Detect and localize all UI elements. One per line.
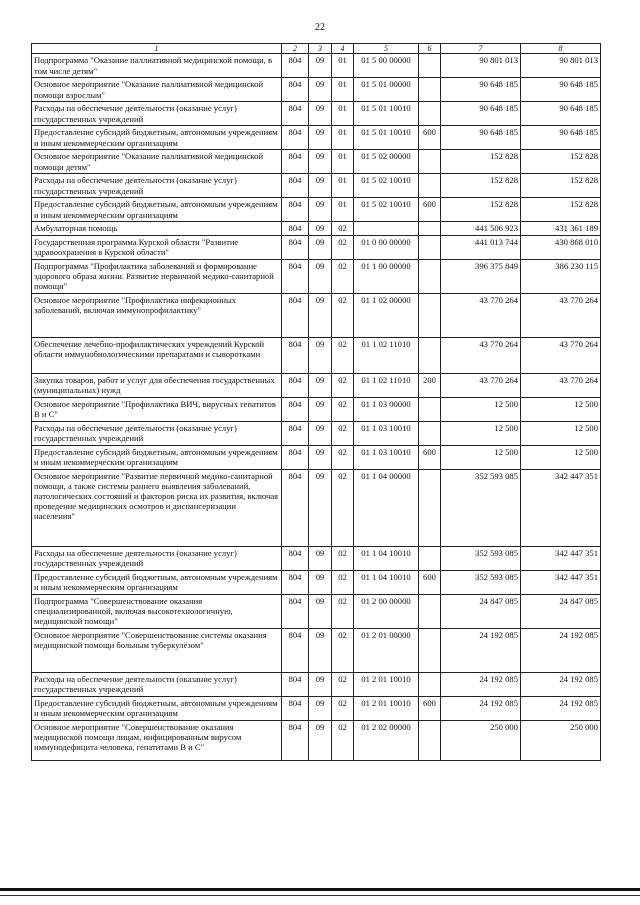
row-target-article: 01 5 00 00000 [354, 54, 419, 78]
row-ved-code: 804 [282, 570, 309, 594]
row-ved-code: 804 [282, 235, 309, 259]
row-section-code: 09 [309, 628, 332, 672]
row-amount-year-1: 43 770 264 [441, 373, 521, 397]
row-subsection-code: 02 [332, 469, 354, 546]
row-amount-year-2: 12 500 [521, 421, 601, 445]
row-amount-year-2: 43 770 264 [521, 373, 601, 397]
column-number: 1 [32, 44, 282, 54]
table-row [32, 54, 601, 78]
table-row [32, 126, 601, 150]
row-subsection-code: 02 [332, 293, 354, 337]
budget-table [31, 43, 601, 761]
table-row [32, 720, 601, 760]
row-name: Основное мероприятие "Совершенствование системы оказания медицинской помощи больным туберкулёзом" [32, 628, 282, 672]
row-target-article: 01 2 01 00000 [354, 628, 419, 672]
row-name: Основное мероприятие "Оказание паллиативной медицинской помощи детям" [32, 150, 282, 174]
row-name: Подпрограмма "Профилактика заболеваний и формирование здорового образа жизни. Развитие первичной медико-санитарной помощи" [32, 259, 282, 293]
row-amount-year-1: 396 375 849 [441, 259, 521, 293]
table-row [32, 102, 601, 126]
row-expense-type [419, 78, 441, 102]
table-row [32, 594, 601, 628]
column-number: 5 [354, 44, 419, 54]
row-section-code: 09 [309, 696, 332, 720]
row-target-article: 01 1 02 00000 [354, 293, 419, 337]
row-section-code: 09 [309, 672, 332, 696]
row-expense-type: 600 [419, 696, 441, 720]
row-amount-year-2: 342 447 351 [521, 570, 601, 594]
row-expense-type: 600 [419, 445, 441, 469]
row-target-article: 01 1 04 00000 [354, 469, 419, 546]
row-target-article: 01 1 03 10010 [354, 421, 419, 445]
row-ved-code: 804 [282, 628, 309, 672]
row-amount-year-2: 152 828 [521, 150, 601, 174]
row-target-article: 01 5 02 10010 [354, 198, 419, 222]
row-amount-year-2: 342 447 351 [521, 469, 601, 546]
row-amount-year-1: 352 593 085 [441, 546, 521, 570]
row-section-code: 09 [309, 469, 332, 546]
row-section-code: 09 [309, 78, 332, 102]
table-row [32, 672, 601, 696]
row-target-article: 01 1 04 10010 [354, 570, 419, 594]
row-target-article: 01 0 00 00000 [354, 235, 419, 259]
row-amount-year-2: 431 361 189 [521, 222, 601, 235]
row-ved-code: 804 [282, 293, 309, 337]
row-ved-code: 804 [282, 445, 309, 469]
row-name: Расходы на обеспечение деятельности (оказание услуг) государственных учреждений [32, 174, 282, 198]
row-target-article: 01 1 03 10010 [354, 445, 419, 469]
row-subsection-code: 02 [332, 373, 354, 397]
table-row [32, 174, 601, 198]
row-subsection-code: 01 [332, 174, 354, 198]
row-section-code: 09 [309, 373, 332, 397]
row-amount-year-2: 12 500 [521, 397, 601, 421]
row-amount-year-2: 386 230 115 [521, 259, 601, 293]
row-name: Государственная программа Курской области "Развитие здравоохранения в Курской области" [32, 235, 282, 259]
row-amount-year-2: 152 828 [521, 198, 601, 222]
row-section-code: 09 [309, 235, 332, 259]
row-section-code: 09 [309, 720, 332, 760]
row-expense-type [419, 672, 441, 696]
row-name: Предоставление субсидий бюджетным, автономным учреждениям и иным некоммерческим организациям [32, 445, 282, 469]
footer-rule-thin [0, 895, 640, 896]
table-row [32, 628, 601, 672]
table-row [32, 696, 601, 720]
row-section-code: 09 [309, 126, 332, 150]
row-amount-year-2: 90 648 185 [521, 126, 601, 150]
row-subsection-code: 02 [332, 222, 354, 235]
row-target-article: 01 5 02 00000 [354, 150, 419, 174]
row-subsection-code: 02 [332, 235, 354, 259]
row-name: Основное мероприятие "Совершенствование оказания медицинской помощи лицам, инфицированным вирусом иммунодефицита человека, гепатитами B и C" [32, 720, 282, 760]
row-expense-type [419, 594, 441, 628]
row-subsection-code: 02 [332, 337, 354, 373]
row-amount-year-2: 90 648 185 [521, 102, 601, 126]
row-target-article [354, 222, 419, 235]
row-subsection-code: 02 [332, 720, 354, 760]
row-amount-year-1: 12 500 [441, 445, 521, 469]
row-subsection-code: 02 [332, 546, 354, 570]
row-ved-code: 804 [282, 397, 309, 421]
footer-rule [0, 888, 640, 891]
row-ved-code: 804 [282, 696, 309, 720]
row-expense-type [419, 102, 441, 126]
row-expense-type: 600 [419, 198, 441, 222]
row-ved-code: 804 [282, 259, 309, 293]
row-amount-year-2: 90 801 013 [521, 54, 601, 78]
row-expense-type [419, 259, 441, 293]
row-ved-code: 804 [282, 54, 309, 78]
row-amount-year-1: 12 500 [441, 421, 521, 445]
row-expense-type [419, 150, 441, 174]
row-section-code: 09 [309, 222, 332, 235]
row-ved-code: 804 [282, 150, 309, 174]
row-amount-year-1: 152 828 [441, 198, 521, 222]
row-name: Основное мероприятие "Профилактика ВИЧ, вирусных гепатитов B и C" [32, 397, 282, 421]
row-target-article: 01 1 02 11010 [354, 373, 419, 397]
row-expense-type [419, 546, 441, 570]
row-amount-year-2: 430 868 010 [521, 235, 601, 259]
row-amount-year-1: 24 847 085 [441, 594, 521, 628]
row-target-article: 01 2 02 00000 [354, 720, 419, 760]
row-amount-year-1: 90 648 185 [441, 126, 521, 150]
row-amount-year-1: 24 192 085 [441, 628, 521, 672]
row-expense-type: 600 [419, 570, 441, 594]
column-number: 7 [441, 44, 521, 54]
column-number-row [32, 44, 601, 54]
row-subsection-code: 01 [332, 150, 354, 174]
column-number: 3 [309, 44, 332, 54]
row-subsection-code: 01 [332, 54, 354, 78]
row-expense-type [419, 293, 441, 337]
table-row [32, 421, 601, 445]
row-name: Расходы на обеспечение деятельности (оказание услуг) государственных учреждений [32, 546, 282, 570]
row-target-article: 01 2 01 10010 [354, 696, 419, 720]
row-expense-type [419, 235, 441, 259]
row-target-article: 01 5 01 10010 [354, 126, 419, 150]
row-target-article: 01 5 02 10010 [354, 174, 419, 198]
row-name: Расходы на обеспечение деятельности (оказание услуг) государственных учреждений [32, 421, 282, 445]
page-number: 22 [315, 22, 325, 33]
column-number: 4 [332, 44, 354, 54]
table-row [32, 337, 601, 373]
table-row [32, 445, 601, 469]
row-expense-type: 200 [419, 373, 441, 397]
row-target-article: 01 1 00 00000 [354, 259, 419, 293]
row-subsection-code: 02 [332, 570, 354, 594]
row-section-code: 09 [309, 421, 332, 445]
row-section-code: 09 [309, 546, 332, 570]
row-ved-code: 804 [282, 78, 309, 102]
row-name: Основное мероприятие "Развитие первичной медико-санитарной помощи, а также системы раннего выявления заболеваний, патологических состояний и факторов риска их развития, включая проведение медицинских осмотров и диспансеризации населения" [32, 469, 282, 546]
row-name: Закупка товаров, работ и услуг для обеспечения государственных (муниципальных) нужд [32, 373, 282, 397]
row-amount-year-2: 24 192 085 [521, 628, 601, 672]
row-amount-year-1: 152 828 [441, 174, 521, 198]
row-target-article: 01 1 04 10010 [354, 546, 419, 570]
table-row [32, 293, 601, 337]
row-target-article: 01 1 03 00000 [354, 397, 419, 421]
row-section-code: 09 [309, 198, 332, 222]
row-amount-year-1: 250 000 [441, 720, 521, 760]
row-subsection-code: 02 [332, 672, 354, 696]
row-section-code: 09 [309, 102, 332, 126]
row-target-article: 01 5 01 00000 [354, 78, 419, 102]
table-row [32, 469, 601, 546]
table-row [32, 373, 601, 397]
row-amount-year-2: 24 192 085 [521, 696, 601, 720]
row-ved-code: 804 [282, 594, 309, 628]
row-name: Предоставление субсидий бюджетным, автономным учреждениям и иным некоммерческим организациям [32, 696, 282, 720]
row-amount-year-2: 24 192 085 [521, 672, 601, 696]
table-row [32, 235, 601, 259]
row-expense-type [419, 628, 441, 672]
row-target-article: 01 1 02 11010 [354, 337, 419, 373]
row-expense-type [419, 469, 441, 546]
row-ved-code: 804 [282, 672, 309, 696]
column-number: 2 [282, 44, 309, 54]
row-subsection-code: 01 [332, 198, 354, 222]
row-expense-type [419, 421, 441, 445]
row-section-code: 09 [309, 397, 332, 421]
row-amount-year-2: 24 847 085 [521, 594, 601, 628]
row-amount-year-2: 152 828 [521, 174, 601, 198]
row-ved-code: 804 [282, 421, 309, 445]
row-amount-year-1: 90 648 185 [441, 78, 521, 102]
row-amount-year-1: 24 192 085 [441, 672, 521, 696]
row-ved-code: 804 [282, 720, 309, 760]
row-amount-year-1: 352 593 085 [441, 570, 521, 594]
row-section-code: 09 [309, 445, 332, 469]
table-row [32, 397, 601, 421]
row-expense-type [419, 222, 441, 235]
row-subsection-code: 02 [332, 445, 354, 469]
row-amount-year-1: 152 828 [441, 150, 521, 174]
table-row [32, 222, 601, 235]
row-name: Расходы на обеспечение деятельности (оказание услуг) государственных учреждений [32, 672, 282, 696]
table-row [32, 546, 601, 570]
row-amount-year-1: 12 500 [441, 397, 521, 421]
row-name: Подпрограмма "Совершенствование оказания специализированной, включая высокотехнологичную, медицинской помощи" [32, 594, 282, 628]
row-expense-type [419, 174, 441, 198]
row-ved-code: 804 [282, 102, 309, 126]
row-subsection-code: 01 [332, 126, 354, 150]
column-number: 6 [419, 44, 441, 54]
row-section-code: 09 [309, 259, 332, 293]
row-name: Основное мероприятие "Профилактика инфекционных заболеваний, включая иммунопрофилактику" [32, 293, 282, 337]
table-row [32, 570, 601, 594]
column-number: 8 [521, 44, 601, 54]
row-ved-code: 804 [282, 373, 309, 397]
table-row [32, 150, 601, 174]
row-expense-type: 600 [419, 126, 441, 150]
row-expense-type [419, 54, 441, 78]
table-row [32, 78, 601, 102]
row-amount-year-1: 352 593 085 [441, 469, 521, 546]
row-section-code: 09 [309, 54, 332, 78]
row-subsection-code: 02 [332, 259, 354, 293]
row-subsection-code: 01 [332, 102, 354, 126]
row-name: Предоставление субсидий бюджетным, автономным учреждениям и иным некоммерческим организациям [32, 198, 282, 222]
row-amount-year-2: 43 770 264 [521, 293, 601, 337]
row-amount-year-2: 90 648 185 [521, 78, 601, 102]
row-amount-year-2: 250 000 [521, 720, 601, 760]
row-target-article: 01 2 01 10010 [354, 672, 419, 696]
row-amount-year-1: 90 801 013 [441, 54, 521, 78]
row-amount-year-1: 24 192 085 [441, 696, 521, 720]
row-section-code: 09 [309, 174, 332, 198]
row-section-code: 09 [309, 293, 332, 337]
row-name: Обеспечение лечебно-профилактических учреждений Курской области иммунобиологическими препаратами и сыворотками [32, 337, 282, 373]
row-target-article: 01 2 00 00000 [354, 594, 419, 628]
row-ved-code: 804 [282, 198, 309, 222]
row-name: Расходы на обеспечение деятельности (оказание услуг) государственных учреждений [32, 102, 282, 126]
row-name: Основное мероприятие "Оказание паллиативной медицинской помощи взрослым" [32, 78, 282, 102]
table-row [32, 198, 601, 222]
row-ved-code: 804 [282, 174, 309, 198]
row-name: Предоставление субсидий бюджетным, автономным учреждениям и иным некоммерческим организациям [32, 570, 282, 594]
row-ved-code: 804 [282, 469, 309, 546]
row-subsection-code: 02 [332, 594, 354, 628]
row-amount-year-1: 43 770 264 [441, 293, 521, 337]
row-subsection-code: 02 [332, 397, 354, 421]
row-subsection-code: 01 [332, 78, 354, 102]
row-amount-year-1: 441 013 744 [441, 235, 521, 259]
row-ved-code: 804 [282, 337, 309, 373]
row-amount-year-1: 441 506 923 [441, 222, 521, 235]
row-amount-year-2: 43 770 264 [521, 337, 601, 373]
row-amount-year-2: 12 500 [521, 445, 601, 469]
row-subsection-code: 02 [332, 628, 354, 672]
row-section-code: 09 [309, 150, 332, 174]
row-name: Амбулаторная помощь [32, 222, 282, 235]
row-section-code: 09 [309, 337, 332, 373]
row-subsection-code: 02 [332, 421, 354, 445]
row-section-code: 09 [309, 594, 332, 628]
row-target-article: 01 5 01 10010 [354, 102, 419, 126]
row-section-code: 09 [309, 570, 332, 594]
row-name: Подпрограмма "Оказание паллиативной медицинской помощи, в том числе детям" [32, 54, 282, 78]
row-expense-type [419, 720, 441, 760]
row-amount-year-2: 342 447 351 [521, 546, 601, 570]
table-row [32, 259, 601, 293]
row-ved-code: 804 [282, 126, 309, 150]
row-expense-type [419, 397, 441, 421]
row-amount-year-1: 43 770 264 [441, 337, 521, 373]
row-expense-type [419, 337, 441, 373]
row-subsection-code: 02 [332, 696, 354, 720]
row-amount-year-1: 90 648 185 [441, 102, 521, 126]
row-ved-code: 804 [282, 546, 309, 570]
row-ved-code: 804 [282, 222, 309, 235]
row-name: Предоставление субсидий бюджетным, автономным учреждениям и иным некоммерческим организациям [32, 126, 282, 150]
